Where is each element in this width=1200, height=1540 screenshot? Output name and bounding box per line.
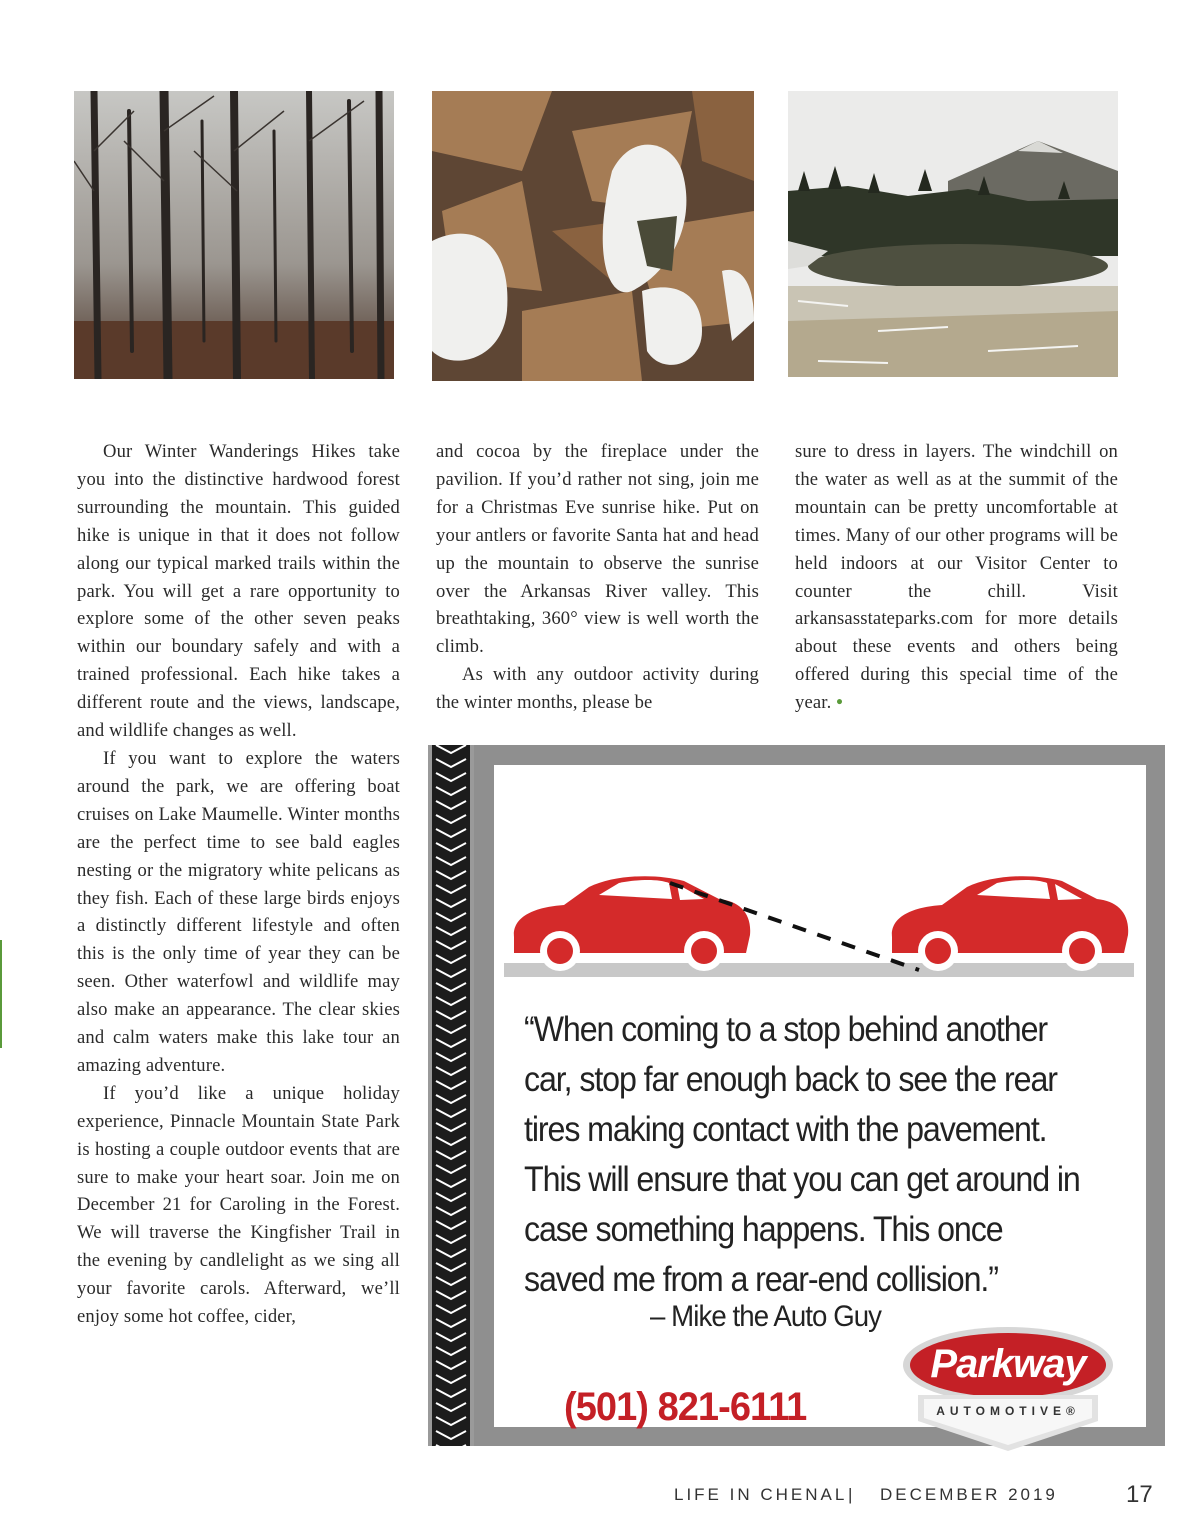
article-column-2 (436, 438, 759, 717)
article-column-1 (77, 438, 400, 1331)
ad-attribution: – Mike the Auto Guy (650, 1300, 882, 1333)
frost-flower-leaves-photo (432, 91, 754, 381)
footer-separator: | (848, 1485, 853, 1504)
parkway-automotive-ad (428, 745, 1165, 1446)
article-paragraph-dress-layers-text: sure to dress in layers. The windchill on the water as well as at the summit of the mountain can be pretty uncomfortable at times. Many of our other programs will be held indoors at our Visitor Center to counter the chill. Visit arkansasstateparks.com for more details about these events and others being offered during this special time of the year. (795, 441, 1118, 714)
article-paragraph-holiday-events: If you’d like a unique holiday experience, Pinnacle Mountain State Park is hosting a couple outdoor events that are sure to make your heart soar. Join me on December 21 for Caroling in the Forest. We will traverse the Kingfisher Trail in the evening by candlelight as we sing all your favorite carols. Afterward, we’ll enjoy some hot coffee, cider, (77, 1082, 400, 1328)
article-paragraph-hikes: Our Winter Wanderings Hikes take you into the distinctive hardwood forest surrounding the mountain. This guided hike is unique in that it does not follow along our typical marked trails within the park. You will get a rare opportunity to explore some of the other seven peaks within our boundary safely and with a trained professional. Each hike takes a different route and the views, landscape, and wildlife changes as well. (77, 441, 400, 742)
page-number: 17 (1126, 1481, 1153, 1508)
article-paragraph-sunrise-hike: and cocoa by the fireplace under the pavilion. If you’d rather not sing, join me for a Christmas Eve sunrise hike. Put on your antlers or favorite Santa hat and head up the mountain to observe the sunrise over the Arkansas River valley. This breathtaking, 360° view is well worth the climb. (436, 441, 759, 658)
article-column-3 (795, 438, 1118, 717)
parkway-logo (898, 1325, 1118, 1455)
page-edge-accent (0, 940, 2, 1048)
tire-track-graphic (428, 745, 474, 1446)
article-end-mark: • (836, 692, 843, 714)
article-paragraph-boat-cruises: If you want to explore the waters around the park, we are offering boat cruises on Lake Maumelle. Winter months are the perfect time to see bald eagles nesting or the migratory white pelicans as they fish. Each of these large birds enjoys a distinctly different lifestyle and often this is the only time of year they can be seen. Other waterfowl and wildlife may also make an appearance. The clear skies and calm waters make this lake tour an amazing adventure. (77, 747, 400, 1076)
footer-date: DECEMBER 2019 (880, 1485, 1058, 1504)
logo-name: Parkway (930, 1342, 1086, 1386)
car-ahead-icon (892, 876, 1128, 971)
pinnacle-mountain-lake-photo (788, 91, 1118, 377)
article-paragraph-winter-activity: As with any outdoor activity during the winter months, please be (436, 664, 759, 714)
road-surface (504, 963, 1134, 977)
logo-subtitle: AUTOMOTIVE® (936, 1404, 1080, 1418)
article-paragraph-dress-layers (795, 438, 1118, 717)
footer-publication: LIFE IN CHENAL (674, 1485, 848, 1504)
ad-phone-number[interactable]: (501) 821-6111 (564, 1385, 807, 1429)
ad-content-panel (494, 765, 1146, 1427)
stopping-distance-illustration (494, 855, 1146, 995)
car-behind-icon (514, 876, 750, 971)
tire-tread-icon (428, 745, 474, 1446)
foggy-forest-photo (74, 91, 394, 379)
ad-quote: “When coming to a stop behind another car, stop far enough back to see the rear tires making contact with the pavement. This will ensure that you can get around in case something happens. This once saved me from a rear-end collision.” (524, 1010, 1080, 1299)
